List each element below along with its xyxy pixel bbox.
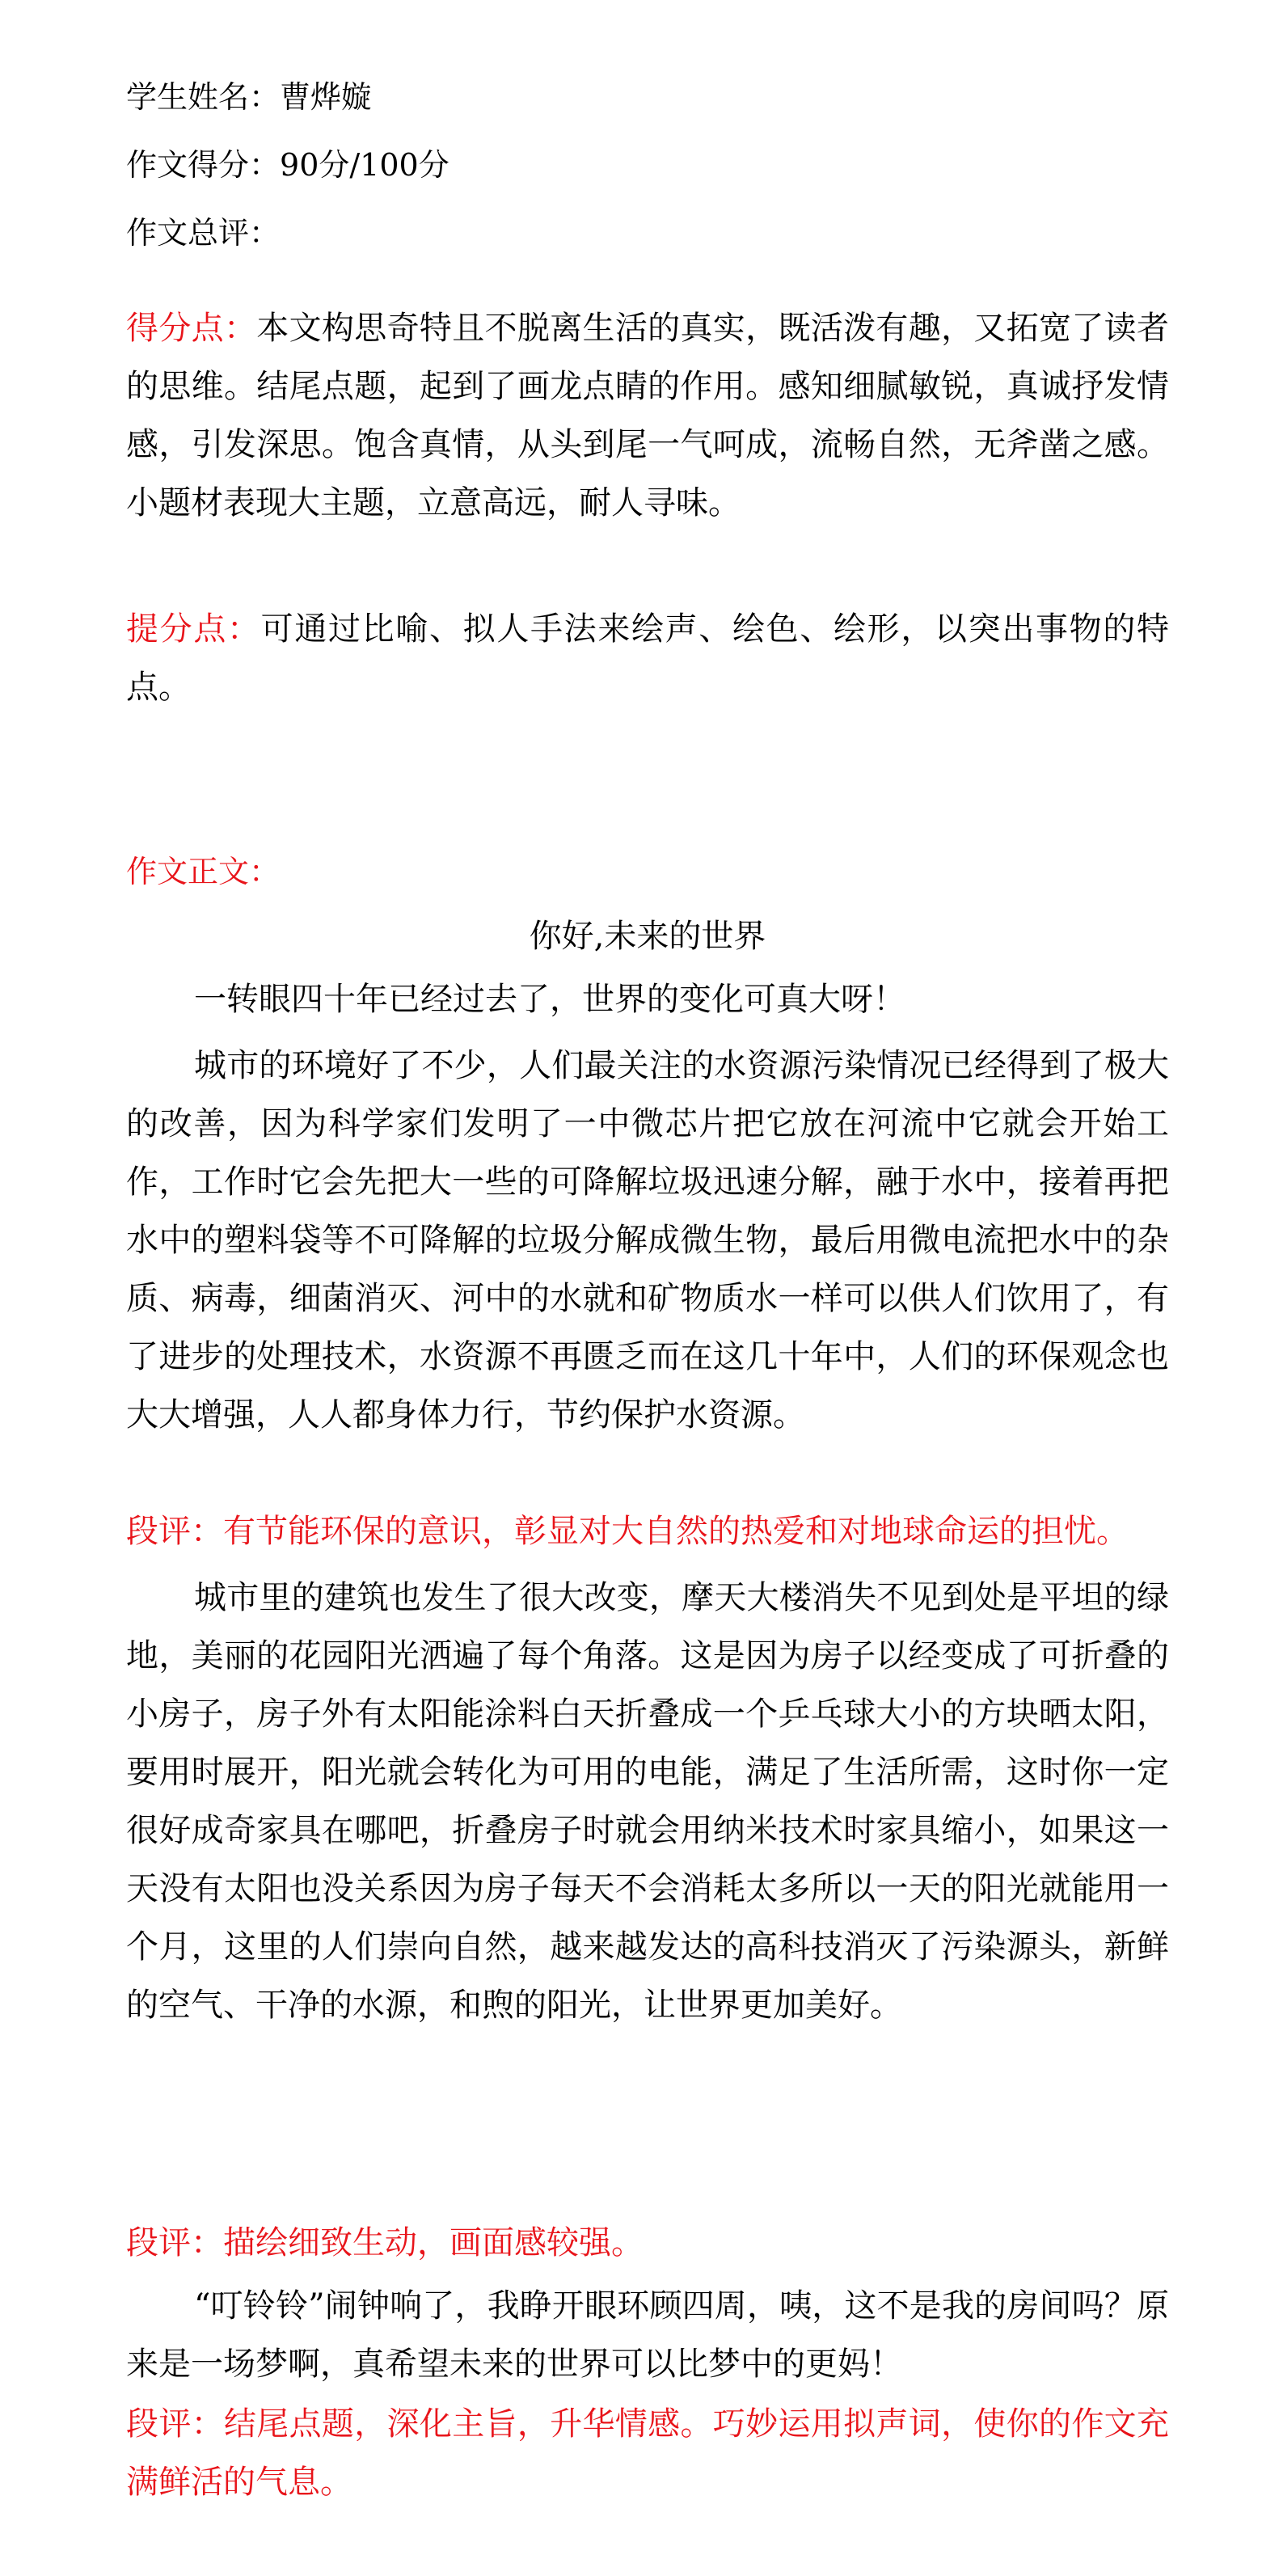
improve-points xyxy=(126,600,1169,716)
student-name-value: 曹烨嫙 xyxy=(280,79,373,115)
essay-label: 作文正文： xyxy=(126,854,281,889)
student-name-label: 学生姓名： xyxy=(126,79,281,115)
student-name-row xyxy=(126,74,372,120)
essay-paragraph-1: 一转眼四十年已经过去了，世界的变化可真大呀！ xyxy=(194,981,905,1018)
plus-points-label: 得分点： xyxy=(126,310,257,347)
score-row xyxy=(126,142,449,188)
paragraph-comment-2: 段评：描绘细致生动，画面感较强。 xyxy=(126,2224,644,2261)
essay-paragraph-2: 城市的环境好了不少，人们最关注的水资源污染情况已经得到了极大的改善，因为科学家们发明了一中微芯片把它放在河流中它就会开始工作，工作时它会先把大一些的可降解垃圾迅速分解，融于水中，接着再把水中的塑料袋等不可降解的垃圾分解成微生物，最后用微电流把水中的杂质、病毒，细菌消灭、河中的水就和矿物质水一样可以供人们饮用了，有了进步的处理技术，水资源不再匮乏而在这几十年中，人们的环保观念也大大增强，人人都身体力行，节约保护水资源。 xyxy=(126,1047,1169,1434)
improve-points-label: 提分点： xyxy=(126,610,261,648)
essay-paragraph-3: 城市里的建筑也发生了很大改变，摩天大楼消失不见到处是平坦的绿地，美丽的花园阳光洒遍了每个角落。这是因为房子以经变成了可折叠的小房子，房子外有太阳能涂料白天折叠成一个乒乓球大小的方块晒太阳，要用时展开，阳光就会转化为可用的电能，满足了生活所需，这时你一定很好成奇家具在哪吧，折叠房子时就会用纳米技术时家具缩小，如果这一天没有太阳也没关系因为房子每天不会消耗太多所以一天的阳光就能用一个月，这里的人们崇向自然，越来越发达的高科技消灭了污染源头，新鲜的空气、干净的水源，和煦的阳光，让世界更加美好。 xyxy=(126,1579,1169,2024)
plus-points-text: 本文构思奇特且不脱离生活的真实，既活泼有趣，又拓宽了读者的思维。结尾点题，起到了画龙点睛的作用。感知细腻敏锐，真诚抒发情感，引发深思。饱含真情，从头到尾一气呵成，流畅自然，无斧凿之感。小题材表现大主题，立意高远，耐人寻味。 xyxy=(126,310,1170,522)
plus-points xyxy=(126,299,1169,532)
improve-points-text: 可通过比喻、拟人手法来绘声、绘色、绘形，以突出事物的特点。 xyxy=(126,610,1170,706)
summary-label: 作文总评： xyxy=(126,215,281,251)
essay-title: 你好,未来的世界 xyxy=(529,918,766,955)
score-label: 作文得分： xyxy=(126,147,281,183)
paragraph-comment-3: 段评：结尾点题，深化主旨，升华情感。巧妙运用拟声词，使你的作文充满鲜活的气息。 xyxy=(126,2405,1169,2501)
paragraph-comment-1: 段评：有节能环保的意识，彰显对大自然的热爱和对地球命运的担忧。 xyxy=(126,1513,1129,1550)
score-value: 90分/100分 xyxy=(280,147,449,183)
essay-paragraph-4: “叮铃铃”闹钟响了，我睁开眼环顾四周，咦，这不是我的房间吗？原来是一场梦啊，真希望未来的世界可以比梦中的更妈！ xyxy=(126,2287,1169,2383)
